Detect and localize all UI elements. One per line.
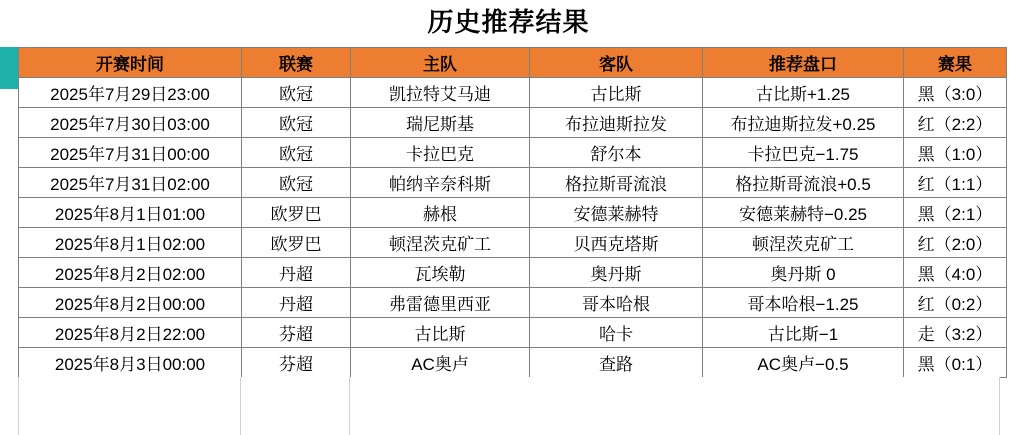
cell-away: 贝西克塔斯 — [530, 228, 703, 258]
column-header-home: 主队 — [351, 48, 530, 78]
cell-time: 2025年8月1日02:00 — [19, 228, 242, 258]
cell-away: 布拉迪斯拉发 — [530, 108, 703, 138]
cell-away: 查路 — [530, 348, 703, 378]
cell-league: 欧冠 — [242, 108, 351, 138]
table-row — [19, 318, 1007, 348]
cell-result: 走（3:2） — [904, 318, 1007, 348]
cell-away: 哈卡 — [530, 318, 703, 348]
cell-league: 欧冠 — [242, 78, 351, 108]
table-row — [19, 258, 1007, 288]
column-header-away: 客队 — [530, 48, 703, 78]
column-header-league: 联赛 — [242, 48, 351, 78]
cell-result: 红（1:1） — [904, 168, 1007, 198]
empty-sheet-area — [18, 377, 1000, 435]
cell-result: 黑（2:1） — [904, 198, 1007, 228]
cell-time: 2025年8月2日00:00 — [19, 288, 242, 318]
cell-result: 黑（3:0） — [904, 78, 1007, 108]
table-header-row — [19, 48, 1007, 78]
cell-line: 布拉迪斯拉发+0.25 — [703, 108, 904, 138]
column-header-line: 推荐盘口 — [703, 48, 904, 78]
table-row — [19, 288, 1007, 318]
cell-time: 2025年8月3日00:00 — [19, 348, 242, 378]
cell-result: 红（2:0） — [904, 228, 1007, 258]
cell-home: AC奥卢 — [351, 348, 530, 378]
table-row — [19, 168, 1007, 198]
table-row — [19, 138, 1007, 168]
cell-away: 格拉斯哥流浪 — [530, 168, 703, 198]
cell-home: 瑞尼斯基 — [351, 108, 530, 138]
table-header — [19, 48, 1007, 78]
cell-home: 凯拉特艾马迪 — [351, 78, 530, 108]
column-header-time: 开赛时间 — [19, 48, 242, 78]
cell-line: 格拉斯哥流浪+0.5 — [703, 168, 904, 198]
cell-line: 安德莱赫特−0.25 — [703, 198, 904, 228]
cell-result: 红（2:2） — [904, 108, 1007, 138]
history-results-table-wrapper — [18, 47, 1000, 378]
cell-time: 2025年8月2日22:00 — [19, 318, 242, 348]
table-body — [19, 78, 1007, 378]
cell-away: 奥丹斯 — [530, 258, 703, 288]
cell-home: 弗雷德里西亚 — [351, 288, 530, 318]
empty-row-gridlines — [19, 406, 999, 435]
cell-league: 丹超 — [242, 258, 351, 288]
cell-line: 古比斯+1.25 — [703, 78, 904, 108]
cell-line: 卡拉巴克−1.75 — [703, 138, 904, 168]
empty-row — [18, 377, 1000, 406]
cell-home: 瓦埃勒 — [351, 258, 530, 288]
table-row — [19, 78, 1007, 108]
empty-row-gridlines — [19, 377, 999, 406]
cell-result: 红（0:2） — [904, 288, 1007, 318]
cell-result: 黑（1:0） — [904, 138, 1007, 168]
cell-league: 欧冠 — [242, 138, 351, 168]
cell-league: 芬超 — [242, 348, 351, 378]
history-results-table — [18, 47, 1007, 378]
column-header-result: 赛果 — [904, 48, 1007, 78]
cell-line: 顿涅茨克矿工 — [703, 228, 904, 258]
cell-line: 古比斯−1 — [703, 318, 904, 348]
table-row — [19, 228, 1007, 258]
cell-home: 赫根 — [351, 198, 530, 228]
cell-time: 2025年8月2日02:00 — [19, 258, 242, 288]
cell-time: 2025年7月31日02:00 — [19, 168, 242, 198]
cell-line: 奥丹斯 0 — [703, 258, 904, 288]
cell-league: 芬超 — [242, 318, 351, 348]
cell-home: 古比斯 — [351, 318, 530, 348]
cell-time: 2025年7月30日03:00 — [19, 108, 242, 138]
empty-row — [18, 406, 1000, 435]
cell-league: 欧罗巴 — [242, 228, 351, 258]
cell-league: 欧罗巴 — [242, 198, 351, 228]
page-title: 历史推荐结果 — [427, 7, 590, 37]
cell-time: 2025年8月1日01:00 — [19, 198, 242, 228]
cell-home: 帕纳辛奈科斯 — [351, 168, 530, 198]
cell-line: AC奥卢−0.5 — [703, 348, 904, 378]
cell-result: 黑（0:1） — [904, 348, 1007, 378]
cell-away: 安德莱赫特 — [530, 198, 703, 228]
table-row — [19, 108, 1007, 138]
cell-line: 哥本哈根−1.25 — [703, 288, 904, 318]
cell-home: 卡拉巴克 — [351, 138, 530, 168]
cell-time: 2025年7月29日23:00 — [19, 78, 242, 108]
cell-home: 顿涅茨克矿工 — [351, 228, 530, 258]
table-row — [19, 198, 1007, 228]
table-row — [19, 348, 1007, 378]
cell-result: 黑（4:0） — [904, 258, 1007, 288]
accent-strip — [0, 47, 18, 89]
cell-league: 欧冠 — [242, 168, 351, 198]
cell-time: 2025年7月31日00:00 — [19, 138, 242, 168]
cell-league: 丹超 — [242, 288, 351, 318]
cell-away: 古比斯 — [530, 78, 703, 108]
cell-away: 舒尔本 — [530, 138, 703, 168]
cell-away: 哥本哈根 — [530, 288, 703, 318]
